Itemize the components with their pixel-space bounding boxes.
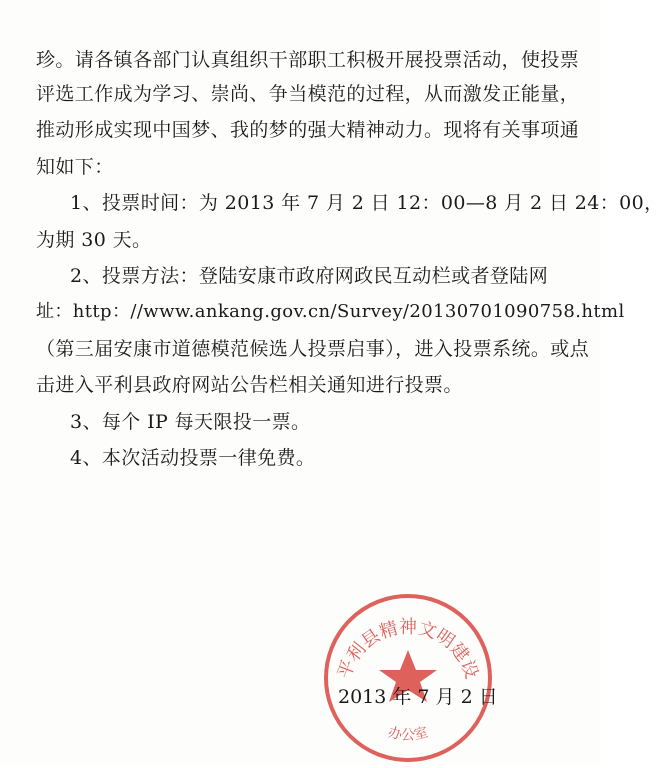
item-2-url-line: 址：http：//www.ankang.gov.cn/Survey/20130701090758.html: [36, 301, 625, 322]
body-line-4: 知如下：: [36, 156, 114, 178]
official-seal-stamp: [318, 588, 498, 768]
item-2-line-1: 2、投票方法：登陆安康市政府网政民互动栏或者登陆网: [70, 265, 549, 287]
item-1-line-2: 为期 30 天。: [36, 229, 152, 251]
item-2-line-3: （第三届安康市道德模范候选人投票启事），进入投票系统。或点: [36, 338, 590, 360]
body-line-1: 珍。请各镇各部门认真组织干部职工积极开展投票活动，使投票: [36, 49, 580, 71]
item-2-line-4: 击进入平利县政府网站公告栏相关通知进行投票。: [36, 374, 463, 396]
item-3-line: 3、每个 IP 每天限投一票。: [70, 411, 311, 433]
seal-bottom-text-path: 办公室: [386, 724, 430, 744]
item-1-line-1: 1、投票时间：为 2013 年 7 月 2 日 12：00—8 月 2 日 24：00，: [70, 192, 664, 214]
item-4-line: 4、本次活动投票一律免费。: [70, 447, 316, 469]
body-line-2: 评选工作成为学习、崇尚、争当模范的过程，从而激发正能量，: [36, 83, 580, 105]
seal-bottom-text: [386, 724, 429, 744]
seal-text-path: 平利县精神文明建设: [333, 617, 483, 682]
body-line-3: 推动形成实现中国梦、我的梦的强大精神动力。现将有关事项通: [36, 119, 580, 141]
document-date: 2013 年 7 月 2 日: [338, 686, 498, 708]
